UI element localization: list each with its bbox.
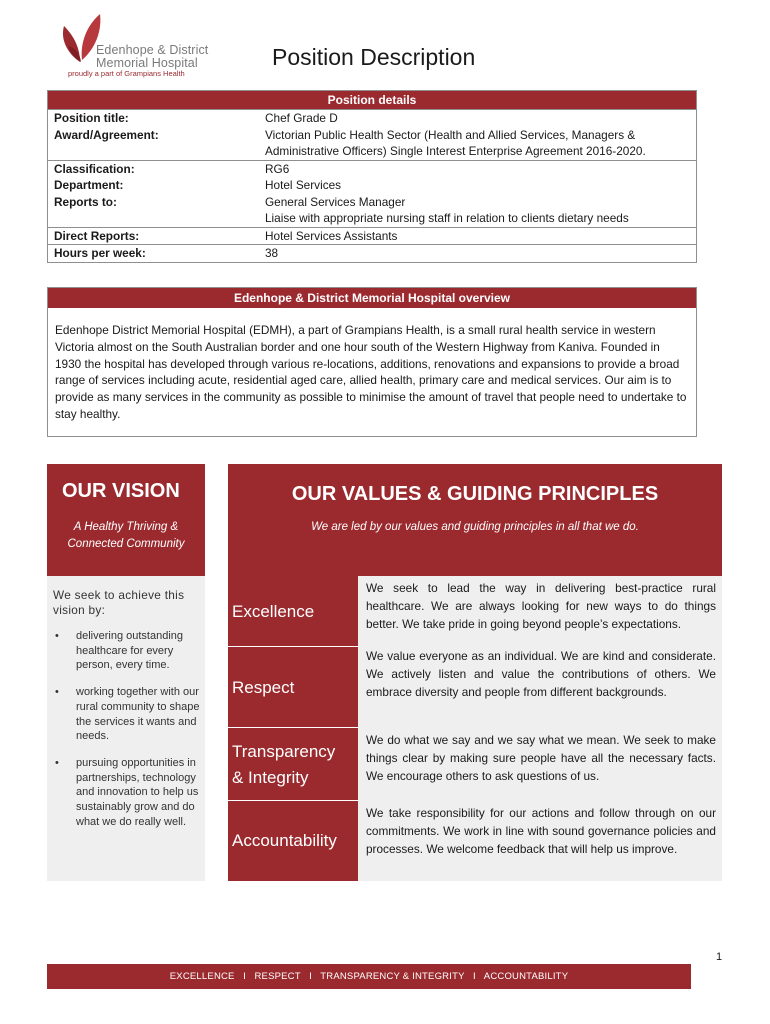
hospital-logo <box>58 12 218 82</box>
value-name-accountability: Accountability <box>228 801 358 881</box>
classification-value: RG6 <box>265 161 290 176</box>
value-name-transparency-integrity <box>228 728 358 801</box>
hours-label: Hours per week: <box>54 246 146 260</box>
vision-subtitle-line-1: A Healthy Thriving & <box>73 521 179 533</box>
position-details-heading: Position details <box>48 91 696 109</box>
value-name-excellence: Excellence <box>228 576 358 647</box>
vision-bullet-list <box>55 629 203 841</box>
row-direct-reports <box>48 227 696 245</box>
reports-to-line-1: General Services Manager <box>265 194 406 209</box>
position-details-table <box>47 90 697 263</box>
footer-text: EXCELLENCE I RESPECT I TRANSPARENCY & INTEGRITY I ACCOUNTABILITY <box>169 971 569 982</box>
vision-subtitle <box>47 519 205 553</box>
values-subtitle: We are led by our values and guiding principles in all that we do. <box>311 521 639 533</box>
award-line-2: Administrative Officers) Single Interest Enterprise Agreement 2016-2020. <box>265 144 646 158</box>
vision-header-panel <box>47 464 205 576</box>
value-desc-accountability: We take responsibility for our actions and follow through on our commitments. We work in line with sound governance policies and processes. We welcome feedback that will help us improve. <box>358 801 722 881</box>
overview-text: Edenhope District Memorial Hospital (EDMH), a part of Grampians Health, is a small rural health service in western Victoria almost on the South Australian border and one hour south of the Western Highway from Kaniva. Founded in 1930 the hospital has developed through various re-locations, additions, renovations and expansions to provide a broad range of services including acute, residential aged care, allied health, primary care and medical services. Our aim is to provide as many services in the community as possible to minimise the amount of travel that people need to undertake to stay healthy. <box>55 323 687 421</box>
value-row-respect <box>228 647 722 728</box>
value-row-excellence <box>228 576 722 647</box>
reports-to-value <box>258 194 696 227</box>
row-classification <box>48 160 696 178</box>
row-hours <box>48 244 696 262</box>
reports-to-line-2: Liaise with appropriate nursing staff in relation to clients dietary needs <box>265 211 629 225</box>
department-label: Department: <box>54 178 124 192</box>
values-header-panel <box>228 464 722 576</box>
hospital-overview-box <box>47 287 697 437</box>
hours-value: 38 <box>265 246 279 260</box>
vision-intro: We seek to achieve this vision by: <box>53 588 185 617</box>
logo-line-2: Memorial Hospital <box>96 56 198 70</box>
reports-to-label: Reports to: <box>54 194 117 209</box>
row-position-title <box>48 109 696 127</box>
row-reports-to <box>48 194 696 227</box>
page-number: 1 <box>716 951 723 963</box>
vision-body-panel <box>47 576 205 881</box>
position-title-label: Position title: <box>54 111 129 125</box>
value-name-respect: Respect <box>228 647 358 728</box>
values-title: OUR VALUES & GUIDING PRINCIPLES <box>291 483 659 505</box>
department-value: Hotel Services <box>265 178 342 192</box>
page-title: Position Description <box>272 44 476 70</box>
value-row-accountability <box>228 801 722 881</box>
overview-heading: Edenhope & District Memorial Hospital overview <box>48 288 696 308</box>
row-department <box>48 177 696 194</box>
vision-bullet: • delivering outstanding healthcare for every person, every time. <box>55 629 203 673</box>
footer-values-bar <box>47 964 691 989</box>
value-name-transparency-line-1: Transparency <box>232 741 336 761</box>
value-desc-transparency-integrity: We do what we say and we say what we mean. We seek to make things clear by making sure people have all the necessary facts. We encourage others to ask questions of us. <box>358 728 722 801</box>
logo-tagline: proudly a part of Grampians Health <box>68 69 185 78</box>
value-desc-respect: We value everyone as an individual. We are kind and considerate. We actively listen and value the contributions of others. We embrace diversity and people from different backgrounds. <box>358 647 722 728</box>
position-title-value: Chef Grade D <box>265 111 338 125</box>
vision-bullet: • pursuing opportunities in partnerships, technology and innovation to help us sustainably grow and do what we do really well. <box>55 756 203 830</box>
vision-subtitle-line-2: Connected Community <box>67 538 185 550</box>
vision-title: OUR VISION <box>62 480 180 502</box>
logo-line-1: Edenhope & District <box>96 43 209 57</box>
value-name-transparency-line-2: & Integrity <box>232 767 309 787</box>
value-row-transparency-integrity <box>228 728 722 801</box>
vision-bullet: • working together with our rural community to shape the services it wants and needs. <box>55 685 203 744</box>
classification-label: Classification: <box>54 161 135 176</box>
award-value <box>258 127 696 160</box>
award-label: Award/Agreement: <box>54 127 159 142</box>
value-desc-excellence: We seek to lead the way in delivering best-practice rural healthcare. We are always looking for new ways to do things better. We take pride in going beyond people’s expectations. <box>358 576 722 647</box>
direct-reports-value: Hotel Services Assistants <box>265 228 398 243</box>
direct-reports-label: Direct Reports: <box>54 228 140 243</box>
award-line-1: Victorian Public Health Sector (Health and Allied Services, Managers & <box>265 127 636 142</box>
row-award <box>48 127 696 160</box>
